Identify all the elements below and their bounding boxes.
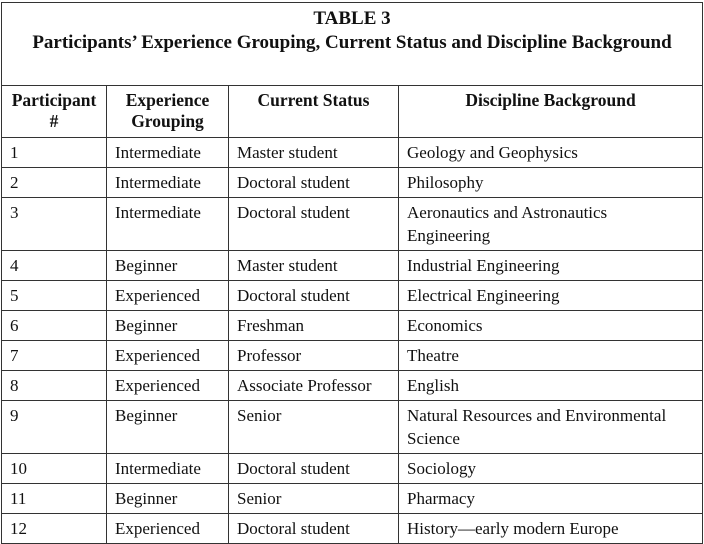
- header-row: [2, 86, 703, 138]
- cell-discipline: Sociology: [399, 454, 703, 484]
- cell-experience: Experienced: [107, 371, 229, 401]
- table-row: [2, 514, 703, 544]
- cell-participant: 1: [2, 138, 107, 168]
- cell-participant: 11: [2, 484, 107, 514]
- table-title-cell: [2, 3, 703, 86]
- cell-participant: 2: [2, 168, 107, 198]
- title-row: [2, 3, 703, 86]
- cell-experience: Intermediate: [107, 454, 229, 484]
- cell-experience: Beginner: [107, 401, 229, 454]
- table-row: [2, 251, 703, 281]
- cell-discipline: Industrial Engineering: [399, 251, 703, 281]
- cell-status: Master student: [229, 138, 399, 168]
- table-row: [2, 311, 703, 341]
- cell-participant: 9: [2, 401, 107, 454]
- cell-experience: Beginner: [107, 311, 229, 341]
- cell-experience: Experienced: [107, 281, 229, 311]
- cell-discipline: Pharmacy: [399, 484, 703, 514]
- cell-participant: 6: [2, 311, 107, 341]
- cell-discipline: Theatre: [399, 341, 703, 371]
- cell-experience: Beginner: [107, 484, 229, 514]
- cell-experience: Intermediate: [107, 168, 229, 198]
- cell-discipline: Aeronautics and Astronautics Engineering: [399, 198, 703, 251]
- cell-experience: Beginner: [107, 251, 229, 281]
- cell-status: Master student: [229, 251, 399, 281]
- cell-discipline: History—early modern Europe: [399, 514, 703, 544]
- table-row: [2, 168, 703, 198]
- cell-experience: Intermediate: [107, 198, 229, 251]
- cell-experience: Experienced: [107, 514, 229, 544]
- cell-discipline: Philosophy: [399, 168, 703, 198]
- table-row: [2, 198, 703, 251]
- header-discipline-background: Discipline Background: [399, 86, 703, 138]
- table-container: [1, 2, 702, 544]
- cell-discipline: Electrical Engineering: [399, 281, 703, 311]
- cell-discipline: Natural Resources and Environmental Science: [399, 401, 703, 454]
- table-row: [2, 401, 703, 454]
- cell-status: Associate Professor: [229, 371, 399, 401]
- cell-discipline: Economics: [399, 311, 703, 341]
- cell-status: Doctoral student: [229, 514, 399, 544]
- cell-experience: Experienced: [107, 341, 229, 371]
- cell-status: Doctoral student: [229, 198, 399, 251]
- cell-discipline: Geology and Geophysics: [399, 138, 703, 168]
- table-title: TABLE 3: [313, 8, 391, 29]
- cell-participant: 5: [2, 281, 107, 311]
- cell-status: Doctoral student: [229, 281, 399, 311]
- cell-participant: 8: [2, 371, 107, 401]
- cell-status: Senior: [229, 401, 399, 454]
- cell-status: Doctoral student: [229, 168, 399, 198]
- cell-participant: 12: [2, 514, 107, 544]
- cell-participant: 10: [2, 454, 107, 484]
- participants-table: [1, 2, 703, 544]
- table-row: [2, 281, 703, 311]
- table-row: [2, 371, 703, 401]
- table-caption: Participants’ Experience Grouping, Current Status and Discipline Background: [32, 32, 672, 53]
- cell-status: Professor: [229, 341, 399, 371]
- header-participant: Participant #: [2, 86, 107, 138]
- table-row: [2, 484, 703, 514]
- cell-participant: 3: [2, 198, 107, 251]
- cell-status: Freshman: [229, 311, 399, 341]
- cell-experience: Intermediate: [107, 138, 229, 168]
- cell-status: Doctoral student: [229, 454, 399, 484]
- table-row: [2, 138, 703, 168]
- header-current-status: Current Status: [229, 86, 399, 138]
- cell-participant: 4: [2, 251, 107, 281]
- header-experience-grouping: Experience Grouping: [107, 86, 229, 138]
- cell-status: Senior: [229, 484, 399, 514]
- table-row: [2, 454, 703, 484]
- cell-discipline: English: [399, 371, 703, 401]
- table-row: [2, 341, 703, 371]
- cell-participant: 7: [2, 341, 107, 371]
